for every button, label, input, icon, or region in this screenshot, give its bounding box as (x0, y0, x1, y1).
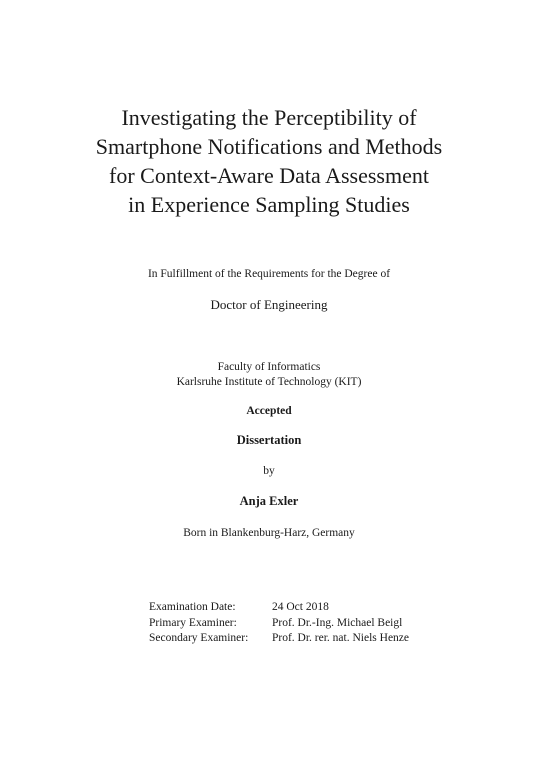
exam-row (149, 600, 409, 616)
title-line: in Experience Sampling Studies (128, 192, 410, 217)
faculty-block (0, 360, 538, 390)
fulfillment-statement: In Fulfillment of the Requirements for the Degree of (147, 268, 391, 280)
by-label: by (263, 465, 275, 477)
faculty-name: Faculty of Informatics (217, 361, 321, 373)
secondary-examiner-label: Secondary Examiner: (149, 632, 249, 644)
title-line: Investigating the Perceptibility of (121, 105, 417, 130)
dissertation-title (0, 103, 538, 219)
birthplace: Born in Blankenburg-Harz, Germany (183, 527, 355, 539)
exam-date-value: 24 Oct 2018 (272, 601, 329, 613)
secondary-examiner-value: Prof. Dr. rer. nat. Niels Henze (272, 632, 410, 644)
primary-examiner-label: Primary Examiner: (149, 616, 237, 629)
title-line: Smartphone Notifications and Methods (95, 134, 443, 159)
dissertation-label: Dissertation (236, 433, 302, 447)
examination-details (149, 600, 409, 647)
degree-name: Doctor of Engineering (210, 297, 328, 312)
primary-examiner-value: Prof. Dr.-Ing. Michael Beigl (272, 616, 403, 629)
exam-row (149, 631, 409, 647)
accepted-label: Accepted (246, 405, 292, 417)
title-line: for Context-Aware Data Assessment (109, 163, 429, 188)
exam-row (149, 616, 409, 632)
exam-date-label: Examination Date: (149, 601, 236, 613)
institute-name: Karlsruhe Institute of Technology (KIT) (176, 376, 362, 388)
author-name: Anja Exler (239, 494, 299, 508)
